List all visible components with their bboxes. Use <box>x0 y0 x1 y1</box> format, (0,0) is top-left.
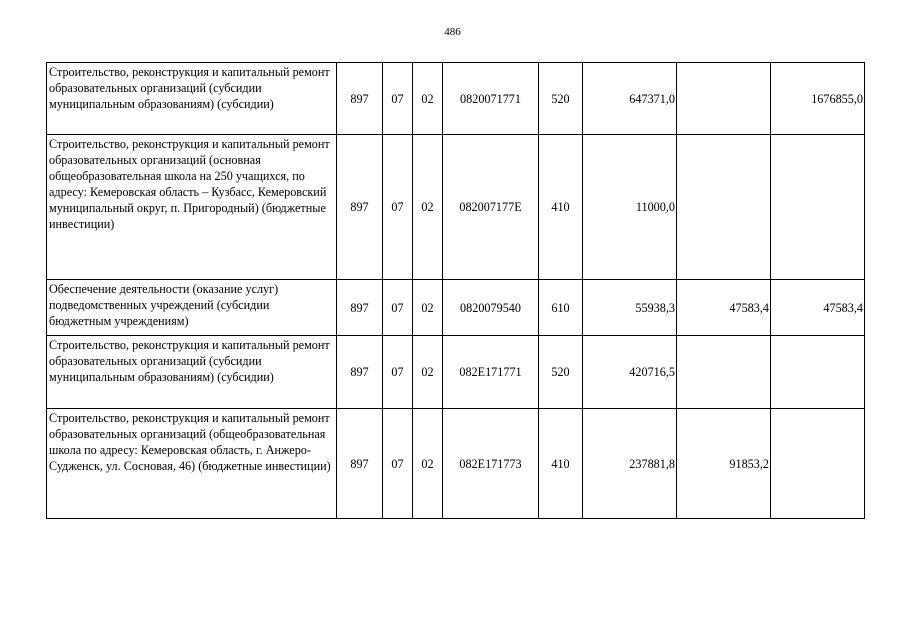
cell-sum-1: 420716,5 <box>583 336 677 409</box>
cell-sum-2 <box>677 135 771 280</box>
cell-sum-1: 647371,0 <box>583 63 677 135</box>
cell-csr: 0820079540 <box>443 280 539 336</box>
cell-vr: 410 <box>539 135 583 280</box>
cell-sum-3: 47583,4 <box>771 280 865 336</box>
table-row <box>47 336 865 409</box>
cell-grbs: 897 <box>337 409 383 519</box>
cell-csr: 082007177Е <box>443 135 539 280</box>
cell-grbs: 897 <box>337 63 383 135</box>
cell-vr: 610 <box>539 280 583 336</box>
cell-sum-3 <box>771 336 865 409</box>
cell-sum-2 <box>677 63 771 135</box>
cell-csr: 0820071771 <box>443 63 539 135</box>
cell-razdel: 07 <box>383 280 413 336</box>
page-number: 486 <box>444 26 461 38</box>
table-row <box>47 63 865 135</box>
cell-razdel: 07 <box>383 63 413 135</box>
cell-podrazdel: 02 <box>413 135 443 280</box>
cell-name: Строительство, реконструкция и капитальный ремонт образовательных организаций (основная общеобразовательная школа на 250 учащихся, по адресу: Кемеровская область – Кузбасс, Кемеровский муниципальный округ, п. Пригородный) (бюджетные инвестиции) <box>47 135 337 280</box>
table-row <box>47 280 865 336</box>
cell-name: Строительство, реконструкция и капитальный ремонт образовательных организаций (субсидии муниципальным образованиям) (субсидии) <box>47 336 337 409</box>
cell-sum-2 <box>677 336 771 409</box>
cell-sum-3: 1676855,0 <box>771 63 865 135</box>
cell-sum-1: 237881,8 <box>583 409 677 519</box>
cell-sum-3 <box>771 409 865 519</box>
cell-podrazdel: 02 <box>413 409 443 519</box>
cell-razdel: 07 <box>383 336 413 409</box>
cell-grbs: 897 <box>337 336 383 409</box>
cell-sum-2: 91853,2 <box>677 409 771 519</box>
cell-sum-1: 55938,3 <box>583 280 677 336</box>
cell-razdel: 07 <box>383 135 413 280</box>
cell-razdel: 07 <box>383 409 413 519</box>
cell-csr: 082E171773 <box>443 409 539 519</box>
cell-name: Обеспечение деятельности (оказание услуг) подведомственных учреждений (субсидии бюджетным учреждениям) <box>47 280 337 336</box>
cell-podrazdel: 02 <box>413 280 443 336</box>
cell-vr: 520 <box>539 63 583 135</box>
table-row <box>47 409 865 519</box>
cell-sum-2: 47583,4 <box>677 280 771 336</box>
cell-podrazdel: 02 <box>413 63 443 135</box>
cell-grbs: 897 <box>337 135 383 280</box>
cell-name: Строительство, реконструкция и капитальный ремонт образовательных организаций (субсидии муниципальным образованиям) (субсидии) <box>47 63 337 135</box>
cell-grbs: 897 <box>337 280 383 336</box>
cell-vr: 410 <box>539 409 583 519</box>
cell-sum-3 <box>771 135 865 280</box>
budget-table <box>46 62 865 519</box>
cell-podrazdel: 02 <box>413 336 443 409</box>
cell-vr: 520 <box>539 336 583 409</box>
table-row <box>47 135 865 280</box>
cell-name: Строительство, реконструкция и капитальный ремонт образовательных организаций (общеобразовательная школа по адресу: Кемеровская область, г. Анжеро-Судженск, ул. Сосновая, 46) (бюджетные инвестиции) <box>47 409 337 519</box>
cell-sum-1: 11000,0 <box>583 135 677 280</box>
cell-csr: 082E171771 <box>443 336 539 409</box>
